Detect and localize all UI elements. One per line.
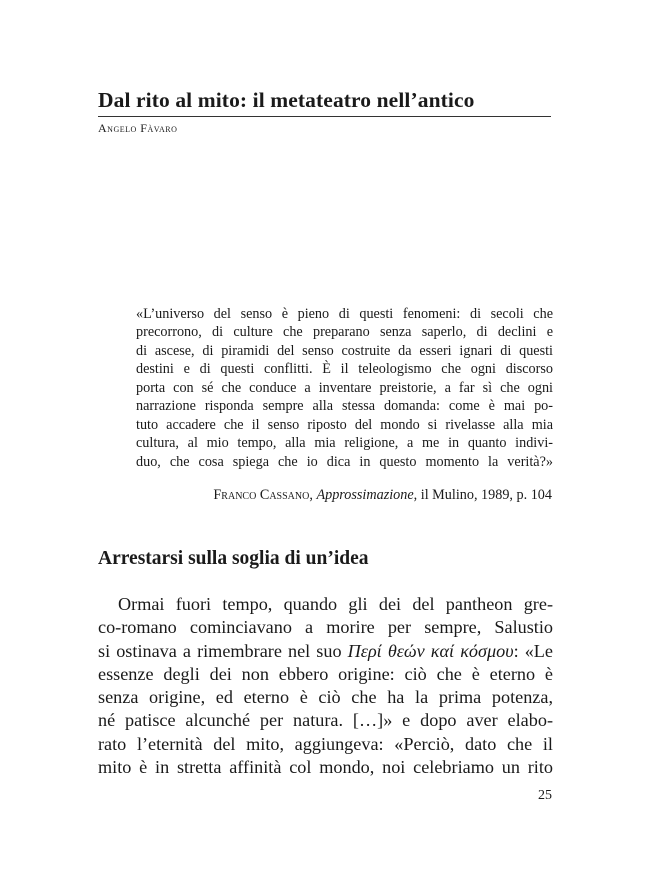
body-paragraph [98,593,553,779]
epigraph-line: di ascese, di piramidi del senso costruite da esseri ignari di questi [136,342,553,359]
body-line-text: si ostinava a rimembrare nel suo [98,640,348,661]
body-line-text: : «Le [513,640,553,661]
epigraph-line: cultura, al mio tempo, alla mia religione, a me in quanto indivi- [136,435,553,452]
citation-work: Approssimazione [316,487,414,503]
epigraph-line: narrazione risponda sempre alla stessa domanda: come è mai po- [136,398,553,415]
chapter-title: Dal rito al mito: il metateatro nell’antico [98,88,475,112]
epigraph-line: precorrono, di culture che preparano senza saperlo, di declini e [136,324,553,341]
section-heading: Arrestarsi sulla soglia di un’idea [98,548,369,569]
body-line: mito è in stretta affinità col mondo, noi celebriamo un rito [98,757,553,778]
greek-title: Περί θεών καί κόσμου [347,640,514,661]
body-line [98,640,553,663]
chapter-author: Angelo Fàvaro [98,121,178,135]
epigraph-line: destini e di questi conflitti. È il teleologismo che ogni discorso [136,361,553,378]
body-line: né patisce alcunché per natura. […]» e dopo aver elabo- [98,710,553,731]
epigraph-quote [136,305,553,471]
page-number: 25 [538,788,552,803]
epigraph-citation: Franco Cassano, Approssimazione, il Mulino, 1989, p. 104 [213,487,552,503]
epigraph-line: tuto accadere che il senso riposto del mondo si rivelasse alla mia [136,416,553,433]
citation-author: Franco Cassano [213,487,310,503]
body-line: senza origine, ed eterno è ciò che ha la prima potenza, [98,687,553,708]
body-line: rato l’eternità del mito, aggiungeva: «Perciò, dato che il [98,733,553,754]
body-line: Ormai fuori tempo, quando gli dei del pantheon gre- [118,594,553,614]
citation-publication: , il Mulino, 1989, p. 104 [413,487,552,503]
body-line: essenze degli dei non ebbero origine: ciò che è eterno è [98,663,553,684]
epigraph-line: porta con sé che conduce a inventare preistorie, a far sì che ogni [136,379,553,396]
epigraph-line: «L’universo del senso è pieno di questi fenomeni: di secoli che [136,306,553,322]
title-rule [98,116,551,117]
epigraph-line: duo, che cosa spiega che io dica in questo momento la verità?» [136,453,553,470]
body-line: co-romano cominciavano a morire per sempre, Salustio [98,617,553,638]
